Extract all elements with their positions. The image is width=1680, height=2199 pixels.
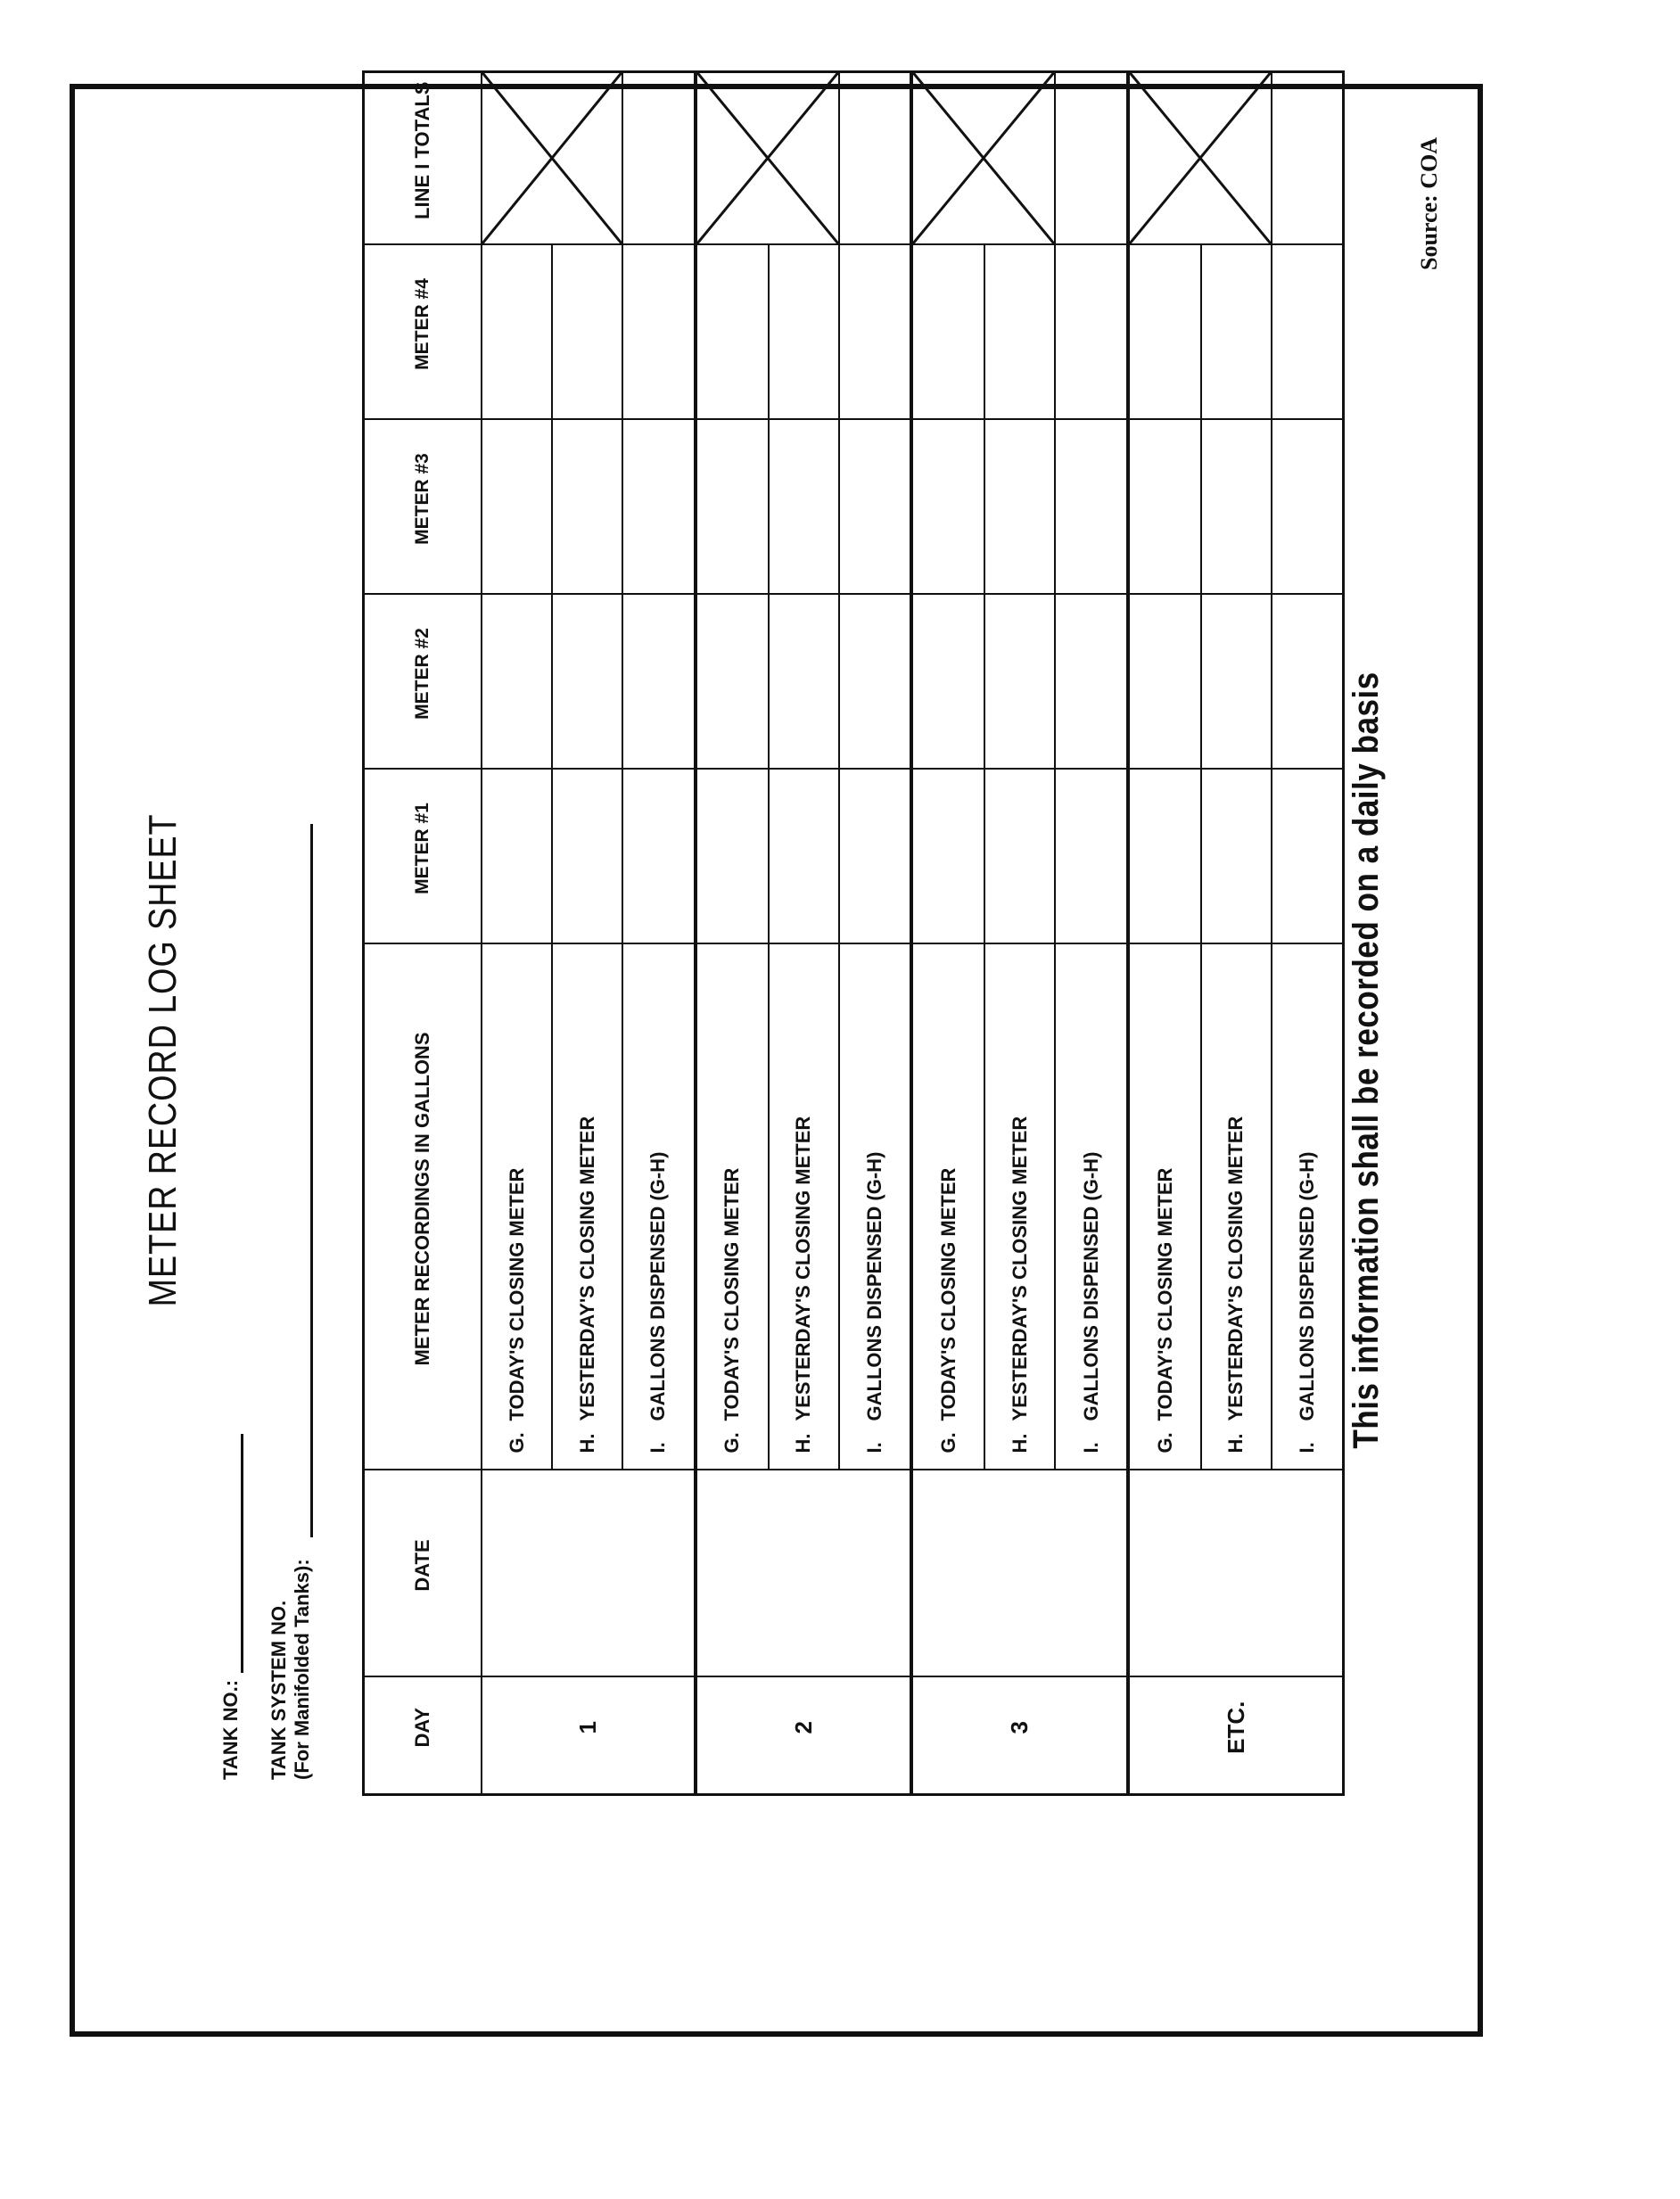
row-label: YESTERDAY'S CLOSING METER [1008, 1116, 1031, 1421]
meter-1-entry[interactable] [552, 770, 622, 944]
meter-log-table [362, 81, 1345, 1796]
crossed-out-cell [911, 72, 1055, 245]
x-mark-icon [1130, 73, 1271, 244]
row-label: GALLONS DISPENSED (G-H) [1295, 1151, 1318, 1421]
table-row [482, 72, 552, 1795]
meter-4-entry[interactable] [839, 245, 912, 420]
meter-1-entry[interactable] [769, 770, 839, 944]
recording-label-cell [984, 944, 1055, 1470]
crossed-out-cell [482, 72, 622, 245]
meter-3-entry[interactable] [769, 420, 839, 595]
meter-1-entry[interactable] [696, 770, 769, 944]
meter-1-entry[interactable] [1128, 770, 1201, 944]
recording-label-cell [1272, 944, 1344, 1470]
header-meter-3: METER #3 [364, 420, 482, 595]
line-total-entry[interactable] [839, 72, 912, 245]
row-label: YESTERDAY'S CLOSING METER [792, 1116, 815, 1421]
row-letter: H. [1008, 1433, 1031, 1454]
meter-2-entry[interactable] [622, 595, 696, 770]
header-day: DAY [364, 1677, 482, 1795]
meter-1-entry[interactable] [911, 770, 984, 944]
meter-4-entry[interactable] [622, 245, 696, 420]
date-cell[interactable] [482, 1470, 696, 1677]
meter-2-entry[interactable] [1055, 595, 1128, 770]
meter-4-entry[interactable] [911, 245, 984, 420]
meter-3-entry[interactable] [1201, 420, 1272, 595]
recording-label-cell [622, 944, 696, 1470]
date-cell[interactable] [911, 1470, 1128, 1677]
meter-2-entry[interactable] [1201, 595, 1272, 770]
x-mark-icon [697, 73, 838, 244]
meter-3-entry[interactable] [1055, 420, 1128, 595]
row-letter: I. [646, 1442, 670, 1454]
recording-label-cell [1055, 944, 1128, 1470]
recording-label-cell [1128, 944, 1201, 1470]
meter-4-entry[interactable] [1128, 245, 1201, 420]
meter-3-entry[interactable] [1272, 420, 1344, 595]
meter-1-entry[interactable] [482, 770, 552, 944]
meter-4-entry[interactable] [696, 245, 769, 420]
row-letter: G. [1153, 1432, 1176, 1454]
row-label: TODAY'S CLOSING METER [505, 1167, 528, 1421]
recording-label-cell [839, 944, 912, 1470]
meter-3-entry[interactable] [911, 420, 984, 595]
crossed-out-cell [1128, 72, 1272, 245]
meter-4-entry[interactable] [769, 245, 839, 420]
header-date: DATE [364, 1470, 482, 1677]
meter-4-entry[interactable] [984, 245, 1055, 420]
row-letter: I. [1079, 1442, 1102, 1454]
meter-4-entry[interactable] [1272, 245, 1344, 420]
day-cell: ETC. [1128, 1677, 1343, 1795]
meter-2-entry[interactable] [696, 595, 769, 770]
table-row [696, 72, 769, 1795]
meter-1-entry[interactable] [984, 770, 1055, 944]
row-letter: H. [575, 1433, 598, 1454]
row-label: GALLONS DISPENSED (G-H) [1079, 1151, 1102, 1421]
header-meter-recordings: METER RECORDINGS IN GALLONS [364, 944, 482, 1470]
table-row [911, 72, 984, 1795]
tank-system-sub: (For Manifolded Tanks): [291, 1559, 313, 1780]
source-credit: Source: COA [1416, 137, 1442, 271]
recording-label-cell [769, 944, 839, 1470]
meter-3-entry[interactable] [482, 420, 552, 595]
crossed-out-cell [696, 72, 839, 245]
line-total-entry[interactable] [622, 72, 696, 245]
row-label: TODAY'S CLOSING METER [1153, 1167, 1176, 1421]
meter-4-entry[interactable] [1201, 245, 1272, 420]
header-meter-2: METER #2 [364, 595, 482, 770]
row-label: YESTERDAY'S CLOSING METER [575, 1116, 598, 1421]
meter-2-entry[interactable] [482, 595, 552, 770]
meter-3-entry[interactable] [984, 420, 1055, 595]
meter-3-entry[interactable] [552, 420, 622, 595]
meter-1-entry[interactable] [1201, 770, 1272, 944]
day-cell: 2 [696, 1677, 912, 1795]
meter-3-entry[interactable] [696, 420, 769, 595]
meter-4-entry[interactable] [1055, 245, 1128, 420]
meter-2-entry[interactable] [911, 595, 984, 770]
meter-3-entry[interactable] [839, 420, 912, 595]
meter-2-entry[interactable] [1272, 595, 1344, 770]
row-label: GALLONS DISPENSED (G-H) [646, 1151, 670, 1421]
tank-no-label: TANK NO.: [219, 1679, 242, 1780]
date-cell[interactable] [1128, 1470, 1343, 1677]
date-cell[interactable] [696, 1470, 912, 1677]
x-mark-icon [482, 73, 622, 244]
row-letter: G. [936, 1432, 959, 1454]
meter-2-entry[interactable] [552, 595, 622, 770]
row-label: GALLONS DISPENSED (G-H) [863, 1151, 886, 1421]
tank-system-label: TANK SYSTEM NO. [268, 1600, 290, 1780]
tank-no-field[interactable] [241, 1434, 243, 1673]
meter-4-entry[interactable] [482, 245, 552, 420]
table-header-row [364, 72, 482, 1795]
meter-2-entry[interactable] [984, 595, 1055, 770]
meter-3-entry[interactable] [622, 420, 696, 595]
recording-label-cell [1201, 944, 1272, 1470]
row-letter: G. [721, 1432, 744, 1454]
line-total-entry[interactable] [1272, 72, 1344, 245]
meter-2-entry[interactable] [839, 595, 912, 770]
meter-1-entry[interactable] [1272, 770, 1344, 944]
sheet-title: METER RECORD LOG SHEET [141, 813, 185, 1307]
x-mark-icon [913, 73, 1054, 244]
meter-1-entry[interactable] [839, 770, 912, 944]
row-label: YESTERDAY'S CLOSING METER [1224, 1116, 1248, 1421]
table-row [1128, 72, 1201, 1795]
row-letter: H. [792, 1433, 815, 1454]
recording-label-cell [911, 944, 984, 1470]
row-letter: I. [1295, 1442, 1318, 1454]
meter-3-entry[interactable] [1128, 420, 1201, 595]
row-letter: G. [505, 1432, 528, 1454]
row-letter: H. [1224, 1433, 1248, 1454]
recording-label-cell [482, 944, 552, 1470]
header-meter-1: METER #1 [364, 770, 482, 944]
meter-1-entry[interactable] [1055, 770, 1128, 944]
recording-label-cell [552, 944, 622, 1470]
header-meter-4: METER #4 [364, 245, 482, 420]
header-line-totals: LINE I TOTALS [364, 72, 482, 245]
meter-2-entry[interactable] [769, 595, 839, 770]
row-label: TODAY'S CLOSING METER [721, 1167, 744, 1421]
daily-basis-note: This information shall be recorded on a daily basis [1346, 671, 1386, 1449]
day-cell: 1 [482, 1677, 696, 1795]
recording-label-cell [696, 944, 769, 1470]
row-label: TODAY'S CLOSING METER [936, 1167, 959, 1421]
document-frame [70, 81, 1483, 2037]
log-sheet [70, 81, 1483, 2037]
meter-1-entry[interactable] [622, 770, 696, 944]
meter-2-entry[interactable] [1128, 595, 1201, 770]
meter-4-entry[interactable] [552, 245, 622, 420]
line-total-entry[interactable] [1055, 72, 1128, 245]
row-letter: I. [863, 1442, 886, 1454]
day-cell: 3 [911, 1677, 1128, 1795]
tank-system-field[interactable] [310, 824, 313, 1537]
